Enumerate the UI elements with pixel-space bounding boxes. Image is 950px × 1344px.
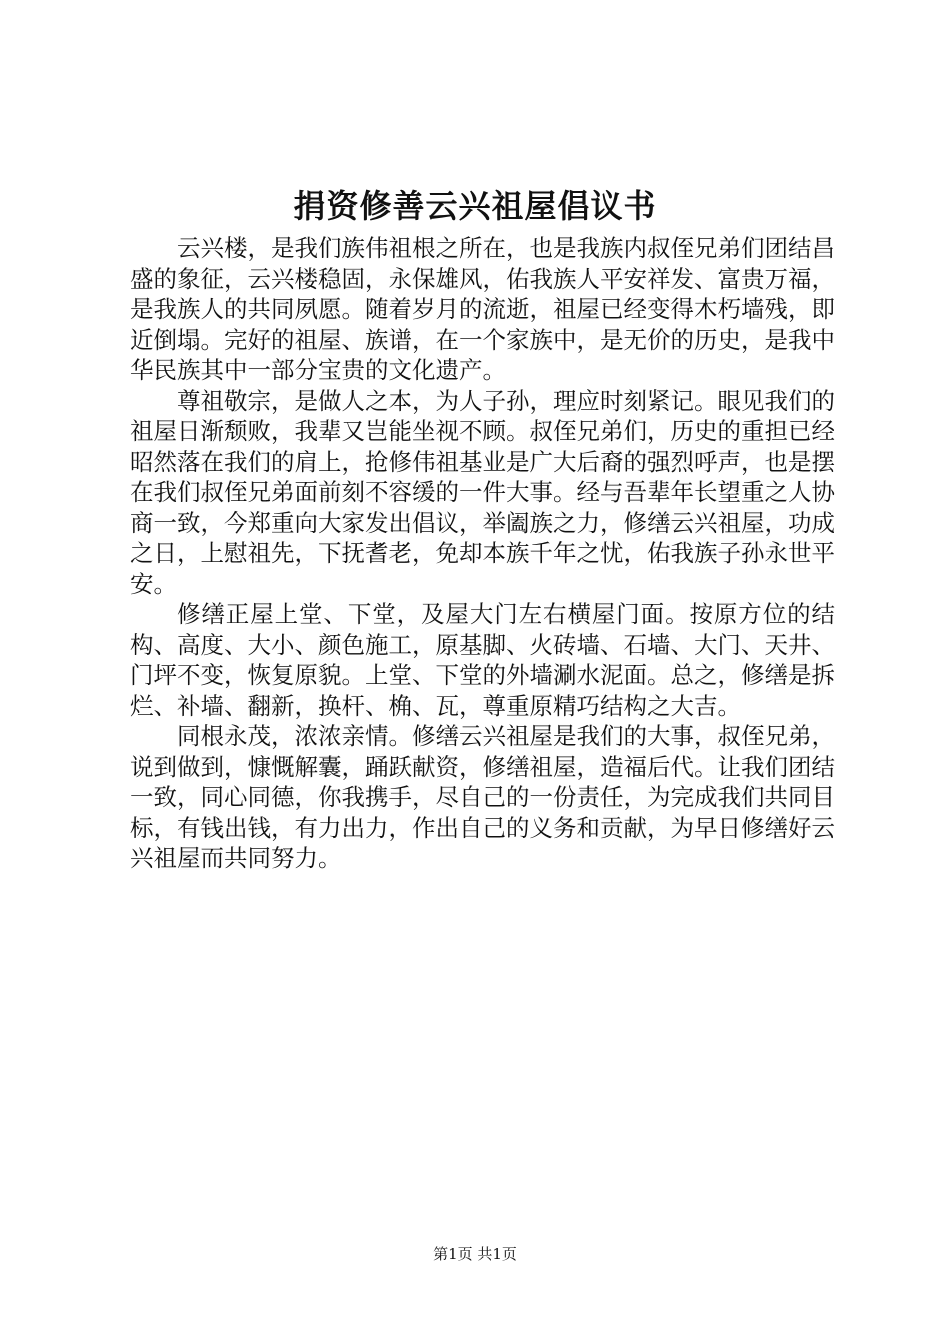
paragraph-4: 同根永茂，浓浓亲情。修缮云兴祖屋是我们的大事，叔侄兄弟，说到做到，慷慨解囊，踊跃献资，修缮祖屋，造福后代。让我们团结一致，同心同德，你我携手，尽自己的一份责任，为完成我们共同目标，有钱出钱，有力出力，作出自己的义务和贡献，为早日修缮好云兴祖屋而共同努力。	[130, 722, 835, 872]
paragraph-2: 尊祖敬宗，是做人之本，为人子孙，理应时刻紧记。眼见我们的祖屋日渐颓败，我辈又岂能坐视不顾。叔侄兄弟们，历史的重担已经昭然落在我们的肩上，抢修伟祖基业是广大后裔的强烈呼声，也是摆在我们叔侄兄弟面前刻不容缓的一件大事。经与吾辈年长望重之人协商一致，今郑重向大家发出倡议，举阖族之力，修缮云兴祖屋，功成之日，上慰祖先，下抚耆老，免却本族千年之忧，佑我族子孙永世平安。	[130, 386, 835, 598]
paragraph-3: 修缮正屋上堂、下堂，及屋大门左右横屋门面。按原方位的结构、高度、大小、颜色施工，原基脚、火砖墙、石墙、大门、天井、门坪不变，恢复原貌。上堂、下堂的外墙涮水泥面。总之，修缮是拆烂、补墙、翻新，换杆、桷、瓦，尊重原精巧结构之大吉。	[130, 600, 835, 720]
paragraph-1: 云兴楼，是我们族伟祖根之所在，也是我族内叔侄兄弟们团结昌盛的象征，云兴楼稳固，永保雄风，佑我族人平安祥发、富贵万福，是我族人的共同夙愿。随着岁月的流逝，祖屋已经变得木朽墙残，即近倒塌。完好的祖屋、族谱，在一个家族中，是无价的历史，是我中华民族其中一部分宝贵的文化遗产。	[130, 234, 835, 384]
document-title: 捐资修善云兴祖屋倡议书	[293, 187, 657, 225]
page-footer: 第1页 共1页	[433, 1245, 517, 1263]
document-body	[130, 233, 835, 874]
